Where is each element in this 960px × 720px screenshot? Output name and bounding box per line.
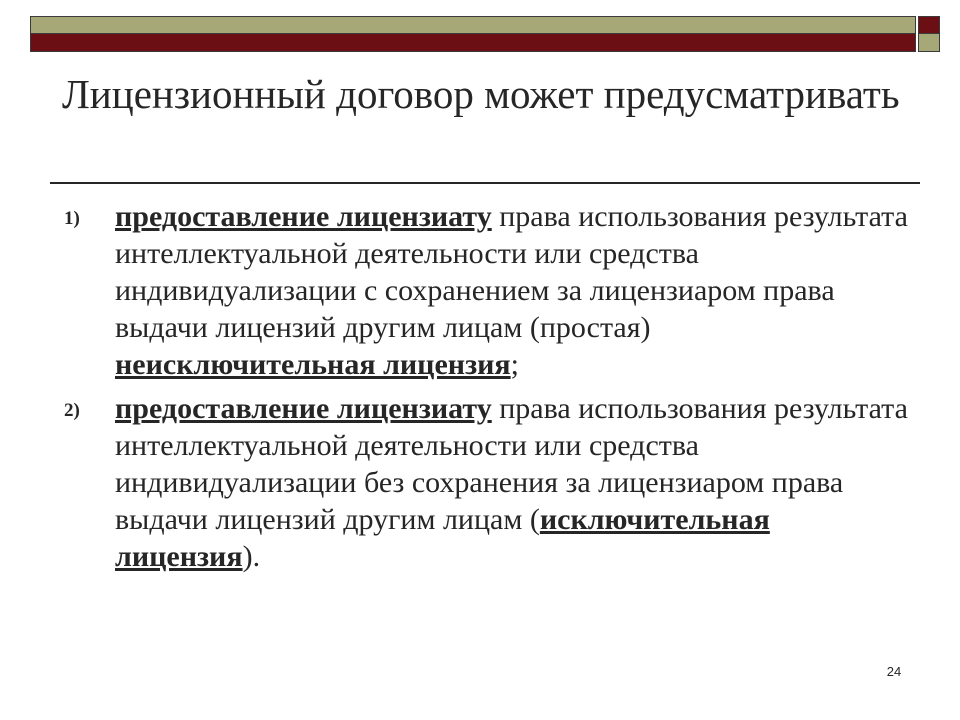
item-text-end: ). [242,540,261,573]
list-item-number: 2) [64,400,80,421]
header-corner-olive [918,34,940,52]
list-item [64,198,914,383]
underlined-term: предоставление лицензиату [115,392,492,425]
item-text: права использования результата интеллектуальной деятельности или средства индивидуализации без сохранения за лицензиаром права выдачи лицензий другим лицам ( [115,392,908,536]
underlined-term: предоставление лицензиату [115,200,492,233]
header-bar-olive [30,16,916,34]
underlined-term: исключительная лицензия [115,503,770,573]
list-item [64,390,914,575]
title-divider [50,182,920,184]
slide-title: Лицензионный договор может предусматривать [62,71,900,117]
page-number: 24 [886,664,902,679]
header-corner-maroon [918,16,940,34]
list-item-number: 1) [64,208,80,229]
item-text: права использования результата интеллектуальной деятельности или средства индивидуализации с сохранением за лицензиаром права выдачи лицензий другим лицам (простая) [115,200,908,344]
header-bar-maroon [30,34,916,52]
underlined-term: неисключительная лицензия [115,348,511,381]
item-text-end: ; [510,348,519,381]
numbered-list [64,198,914,582]
